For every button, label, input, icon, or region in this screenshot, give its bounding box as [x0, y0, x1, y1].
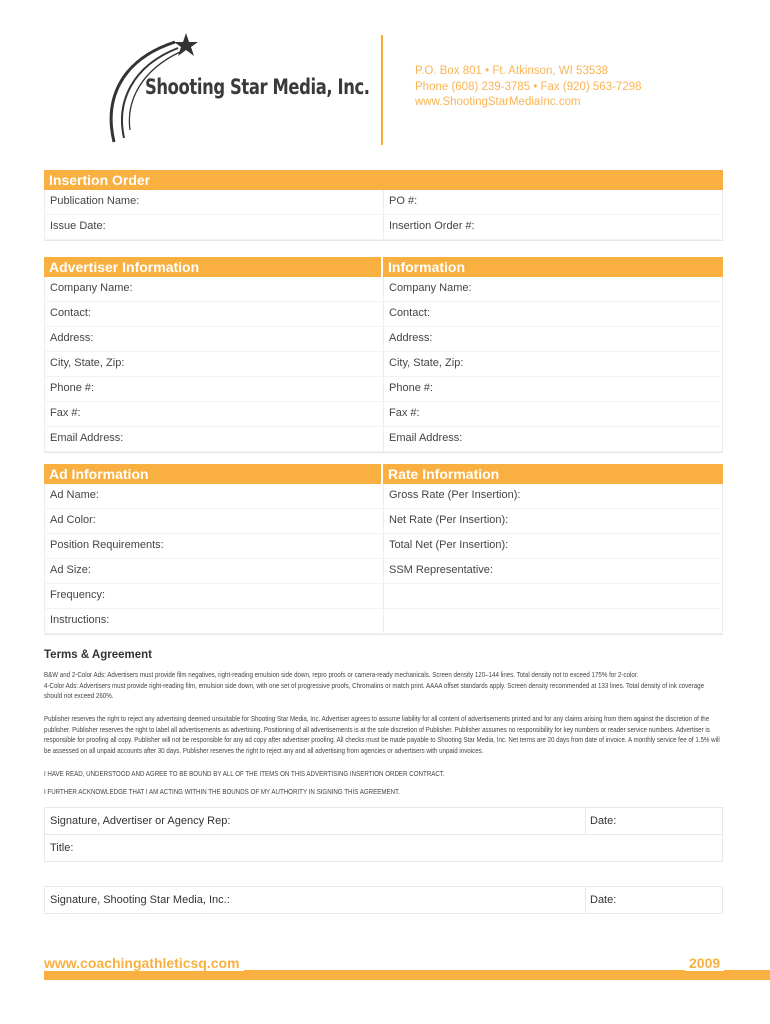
header-divider — [381, 35, 383, 145]
ad-field[interactable]: Position Requirements: — [44, 534, 382, 558]
address-line: P.O. Box 801 • Ft. Atkinson, WI 53538 — [415, 65, 609, 77]
terms-authority: I FURTHER ACKNOWLEDGE THAT I AM ACTING WITHIN THE BOUNDS OF MY AUTHORITY IN SIGNING THIS AGREEMENT. — [44, 787, 400, 796]
information-field[interactable]: Fax #: — [383, 402, 723, 426]
ssm-signature-field[interactable]: Signature, Shooting Star Media, Inc.: — [50, 894, 230, 906]
form-row — [44, 402, 723, 427]
advertiser-field[interactable]: Company Name: — [44, 277, 382, 301]
terms-paragraph: 4-Color Ads: Advertisers must provide right-reading film, emulsion side down, with one set of progressive proofs, Chromalins or match print. AAAA offset standards apply. Screen density recommended at 133 lines. Total density of ink coverage should not exceed 260%. — [44, 680, 705, 701]
ad-section — [44, 464, 723, 635]
footer-year: 2009 — [685, 955, 724, 971]
title-field[interactable]: Title: — [50, 842, 74, 854]
signature-row — [45, 887, 722, 913]
terms-body — [44, 787, 629, 798]
terms-acknowledgement: I HAVE READ, UNDERSTOOD AND AGREE TO BE BOUND BY ALL OF THE ITEMS ON THIS ADVERTISING INSERTION ORDER CONTRACT. — [44, 769, 445, 778]
information-field[interactable]: Address: — [383, 327, 723, 351]
rate-field[interactable]: SSM Representative: — [383, 559, 723, 583]
date-field[interactable]: Date: — [590, 894, 617, 906]
form-row — [44, 327, 723, 352]
terms-body — [44, 714, 720, 756]
form-row — [44, 584, 723, 609]
date-field[interactable]: Date: — [590, 815, 617, 827]
form-row — [44, 534, 723, 559]
ad-field[interactable]: Instructions: — [44, 609, 382, 633]
ad-information-heading: Ad Information — [44, 464, 381, 484]
form-row — [44, 484, 723, 509]
ad-field[interactable]: Ad Size: — [44, 559, 382, 583]
advertiser-field[interactable]: City, State, Zip: — [44, 352, 382, 376]
form-row — [44, 352, 723, 377]
contact-block — [415, 64, 642, 111]
information-field[interactable]: Email Address: — [383, 427, 723, 451]
form-row — [44, 190, 723, 215]
insertion-order-number-field[interactable]: Insertion Order #: — [383, 215, 723, 239]
form-row — [44, 427, 723, 452]
terms-paragraph: B&W and 2-Color Ads: Advertisers must provide film negatives, right-reading emulsion side down, repro proofs or camera-ready mechanicals. Screen density 120–144 lines. Total density not to exceed 175% for 2-color. — [44, 670, 639, 679]
information-field[interactable]: Company Name: — [383, 277, 723, 301]
rate-field[interactable] — [383, 584, 723, 608]
form-row — [44, 215, 723, 240]
rate-field[interactable]: Net Rate (Per Insertion): — [383, 509, 723, 533]
company-name: Shooting Star Media, Inc. — [145, 75, 370, 99]
information-field[interactable]: City, State, Zip: — [383, 352, 723, 376]
advertiser-field[interactable]: Fax #: — [44, 402, 382, 426]
ad-field[interactable]: Frequency: — [44, 584, 382, 608]
information-field[interactable]: Phone #: — [383, 377, 723, 401]
advertiser-signature-box — [44, 807, 723, 862]
form-row — [44, 277, 723, 302]
advertiser-heading: Advertiser Information — [44, 257, 381, 277]
advertiser-section — [44, 257, 723, 453]
advertiser-field[interactable]: Contact: — [44, 302, 382, 326]
issue-date-field[interactable]: Issue Date: — [44, 215, 382, 239]
advertiser-field[interactable]: Email Address: — [44, 427, 382, 451]
terms-body — [44, 769, 629, 780]
website-link[interactable]: www.ShootingStarMediaInc.com — [415, 96, 581, 108]
signature-row — [45, 835, 722, 861]
signature-row — [45, 808, 722, 835]
form-row — [44, 302, 723, 327]
terms-heading: Terms & Agreement — [44, 649, 153, 661]
terms-paragraph: Publisher reserves the right to reject any advertising deemed unsuitable for Shooting Star Media, Inc. Advertiser agrees to assume liability for all content of advertisements printed and for any claims arising from them against the discretion of the publisher. Publisher reserves the right to label all advertisements as advertising. Positioning of all advertisements is at the sole discretion of Publisher. Publisher assumes no responsibility for key numbers or reader service numbers. Advertiser is responsible for proofing all copy. Publisher will not be responsible for any ad copy after advertiser proofing. All checks must be made payable to Shooting Star Media, Inc. Net terms are 20 days from date of invoice. A monthly service fee of 1.5% will be assessed on all unpaid accounts after 30 days. Publisher reserves the right to reject any and all advertising from agencies or advertisers with unpaid invoices. — [44, 714, 720, 755]
form-row — [44, 609, 723, 634]
phone-line: Phone (608) 239-3785 • Fax (920) 563-7298 — [415, 80, 642, 93]
publication-name-field[interactable]: Publication Name: — [44, 190, 382, 214]
advertiser-field[interactable]: Phone #: — [44, 377, 382, 401]
company-logo — [100, 30, 370, 145]
ssm-signature-box — [44, 886, 723, 914]
rate-field[interactable] — [383, 609, 723, 633]
advertiser-field[interactable]: Address: — [44, 327, 382, 351]
insertion-order-heading: Insertion Order — [44, 170, 723, 190]
information-field[interactable]: Contact: — [383, 302, 723, 326]
ad-field[interactable]: Ad Name: — [44, 484, 382, 508]
rate-field[interactable]: Gross Rate (Per Insertion): — [383, 484, 723, 508]
footer-url[interactable]: www.coachingathleticsq.com — [44, 955, 244, 971]
information-heading: Information — [383, 257, 723, 277]
form-row — [44, 559, 723, 584]
form-row — [44, 509, 723, 534]
ad-field[interactable]: Ad Color: — [44, 509, 382, 533]
terms-body — [44, 670, 705, 702]
rate-information-heading: Rate Information — [383, 464, 723, 484]
insertion-order-section — [44, 170, 723, 241]
advertiser-signature-field[interactable]: Signature, Advertiser or Agency Rep: — [50, 815, 231, 827]
rate-field[interactable]: Total Net (Per Insertion): — [383, 534, 723, 558]
footer-bar — [44, 970, 770, 980]
form-row — [44, 377, 723, 402]
po-field[interactable]: PO #: — [383, 190, 723, 214]
